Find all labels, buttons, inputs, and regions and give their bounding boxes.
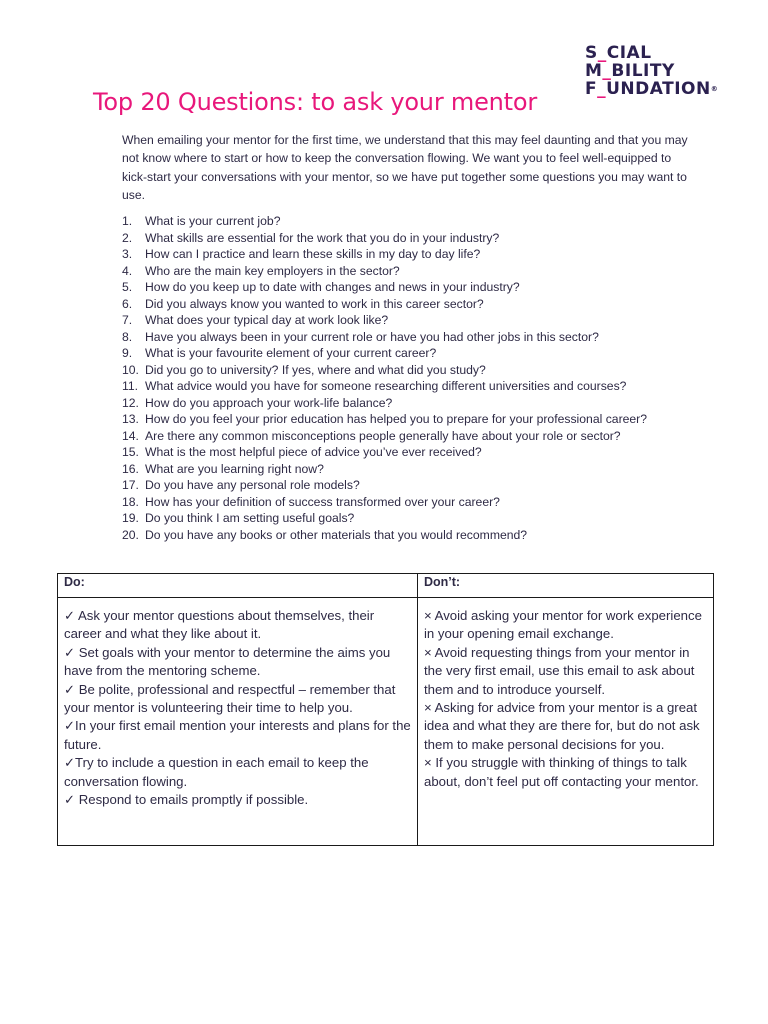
question-item — [122, 461, 647, 478]
do-dont-table — [57, 573, 714, 846]
question-item — [122, 279, 647, 296]
do-item: ✓ Ask your mentor questions about themselves, their career and what they like about it. — [64, 608, 375, 642]
question-number: 6. — [122, 296, 133, 311]
question-text: Do you have any personal role models? — [145, 478, 360, 492]
question-number: 18. — [122, 494, 139, 509]
dont-header: Don’t: — [418, 574, 714, 598]
page-title: Top 20 Questions: to ask your mentor — [93, 88, 538, 116]
question-text: What is your current job? — [145, 214, 281, 228]
question-text: What advice would you have for someone researching different universities and courses? — [145, 379, 627, 393]
question-text: Do you think I am setting useful goals? — [145, 511, 355, 525]
do-item: ✓ Respond to emails promptly if possible. — [64, 792, 309, 808]
question-number: 14. — [122, 428, 139, 443]
question-number: 5. — [122, 280, 133, 294]
question-text: Are there any common misconceptions people generally have about your role or sector? — [145, 428, 621, 443]
question-number: 2. — [122, 230, 133, 245]
question-text: How do you approach your work-life balance? — [145, 395, 393, 410]
question-number: 7. — [122, 313, 133, 327]
question-number: 3. — [122, 247, 133, 261]
question-number: 11. — [122, 379, 139, 393]
question-item — [122, 213, 647, 230]
logo-line-mobility: M_BILITY — [585, 61, 675, 81]
intro-paragraph: When emailing your mentor for the first time, we understand that this may feel daunting and that you may not know where to start or how to keep the conversation flowing. We want you to feel well-equipped to kick-start your conversations with your mentor, so we have put together some questions you may want to use. — [122, 133, 688, 202]
question-item — [122, 296, 647, 313]
question-item — [122, 263, 647, 280]
question-item — [122, 428, 647, 445]
question-item — [122, 378, 647, 395]
logo-line-foundation: F_UNDATION® — [585, 79, 719, 99]
logo-line-social: S_CIAL — [585, 43, 652, 63]
question-number: 19. — [122, 511, 139, 525]
question-text: What is your favourite element of your current career? — [145, 346, 437, 360]
do-header: Do: — [58, 574, 418, 598]
dont-item: × Avoid asking your mentor for work experience in your opening email exchange. — [424, 608, 702, 642]
question-item — [122, 494, 647, 511]
question-text: How do you feel your prior education has helped you to prepare for your professional career? — [145, 412, 648, 426]
question-text: What skills are essential for the work that you do in your industry? — [145, 230, 500, 245]
question-text: What does your typical day at work look like? — [145, 313, 389, 327]
question-number: 9. — [122, 346, 133, 360]
question-item — [122, 329, 647, 346]
question-number: 10. — [122, 362, 139, 377]
dont-list-cell — [418, 598, 714, 846]
question-text: How can I practice and learn these skills in my day to day life? — [145, 247, 481, 261]
question-text: How has your definition of success transformed over your career? — [145, 494, 500, 509]
question-number: 1. — [122, 214, 133, 228]
question-text: Who are the main key employers in the sector? — [145, 263, 400, 278]
dont-item: × Avoid requesting things from your mentor in the very first email, use this email to ask about them and to introduce yourself. — [424, 644, 695, 697]
questions-list — [122, 213, 647, 543]
question-text: What are you learning right now? — [145, 461, 324, 476]
table-header-row — [58, 574, 714, 598]
question-text: Did you go to university? If yes, where and what did you study? — [145, 362, 486, 377]
question-item — [122, 230, 647, 247]
question-item — [122, 527, 647, 544]
social-mobility-foundation-logo — [585, 44, 718, 98]
question-number: 15. — [122, 445, 139, 459]
table-body-row — [58, 598, 714, 846]
question-number: 12. — [122, 395, 139, 410]
question-number: 8. — [122, 329, 133, 344]
do-item: ✓ Set goals with your mentor to determine the aims you have from the mentoring scheme. — [64, 644, 391, 679]
do-item: ✓In your first email mention your interests and plans for the future. — [64, 718, 411, 752]
do-item: ✓Try to include a question in each email to keep the conversation flowing. — [64, 755, 369, 789]
question-number: 20. — [122, 527, 139, 542]
question-number: 4. — [122, 263, 133, 278]
question-text: How do you keep up to date with changes and news in your industry? — [145, 280, 520, 294]
question-item — [122, 312, 647, 329]
question-item — [122, 444, 647, 461]
question-item — [122, 411, 647, 428]
question-number: 13. — [122, 412, 139, 426]
question-item — [122, 246, 647, 263]
question-text: Did you always know you wanted to work in this career sector? — [145, 296, 484, 311]
do-list-cell — [58, 598, 418, 846]
question-item — [122, 395, 647, 412]
question-text: What is the most helpful piece of advice you’ve ever received? — [145, 445, 482, 459]
question-item — [122, 362, 647, 379]
question-number: 17. — [122, 478, 139, 492]
dont-item: × If you struggle with thinking of things to talk about, don’t feel put off contacting your mentor. — [424, 755, 699, 789]
question-item — [122, 510, 647, 527]
question-text: Do you have any books or other materials that you would recommend? — [145, 527, 528, 542]
question-number: 16. — [122, 461, 139, 476]
question-item — [122, 345, 647, 362]
do-item: ✓ Be polite, professional and respectful – remember that your mentor is volunteering their time to help you. — [64, 681, 396, 716]
dont-item: × Asking for advice from your mentor is a great idea and what they are there for, but do not ask them to make personal decisions for you. — [424, 700, 700, 752]
question-text: Have you always been in your current role or have you had other jobs in this sector? — [145, 329, 599, 344]
question-item — [122, 477, 647, 494]
